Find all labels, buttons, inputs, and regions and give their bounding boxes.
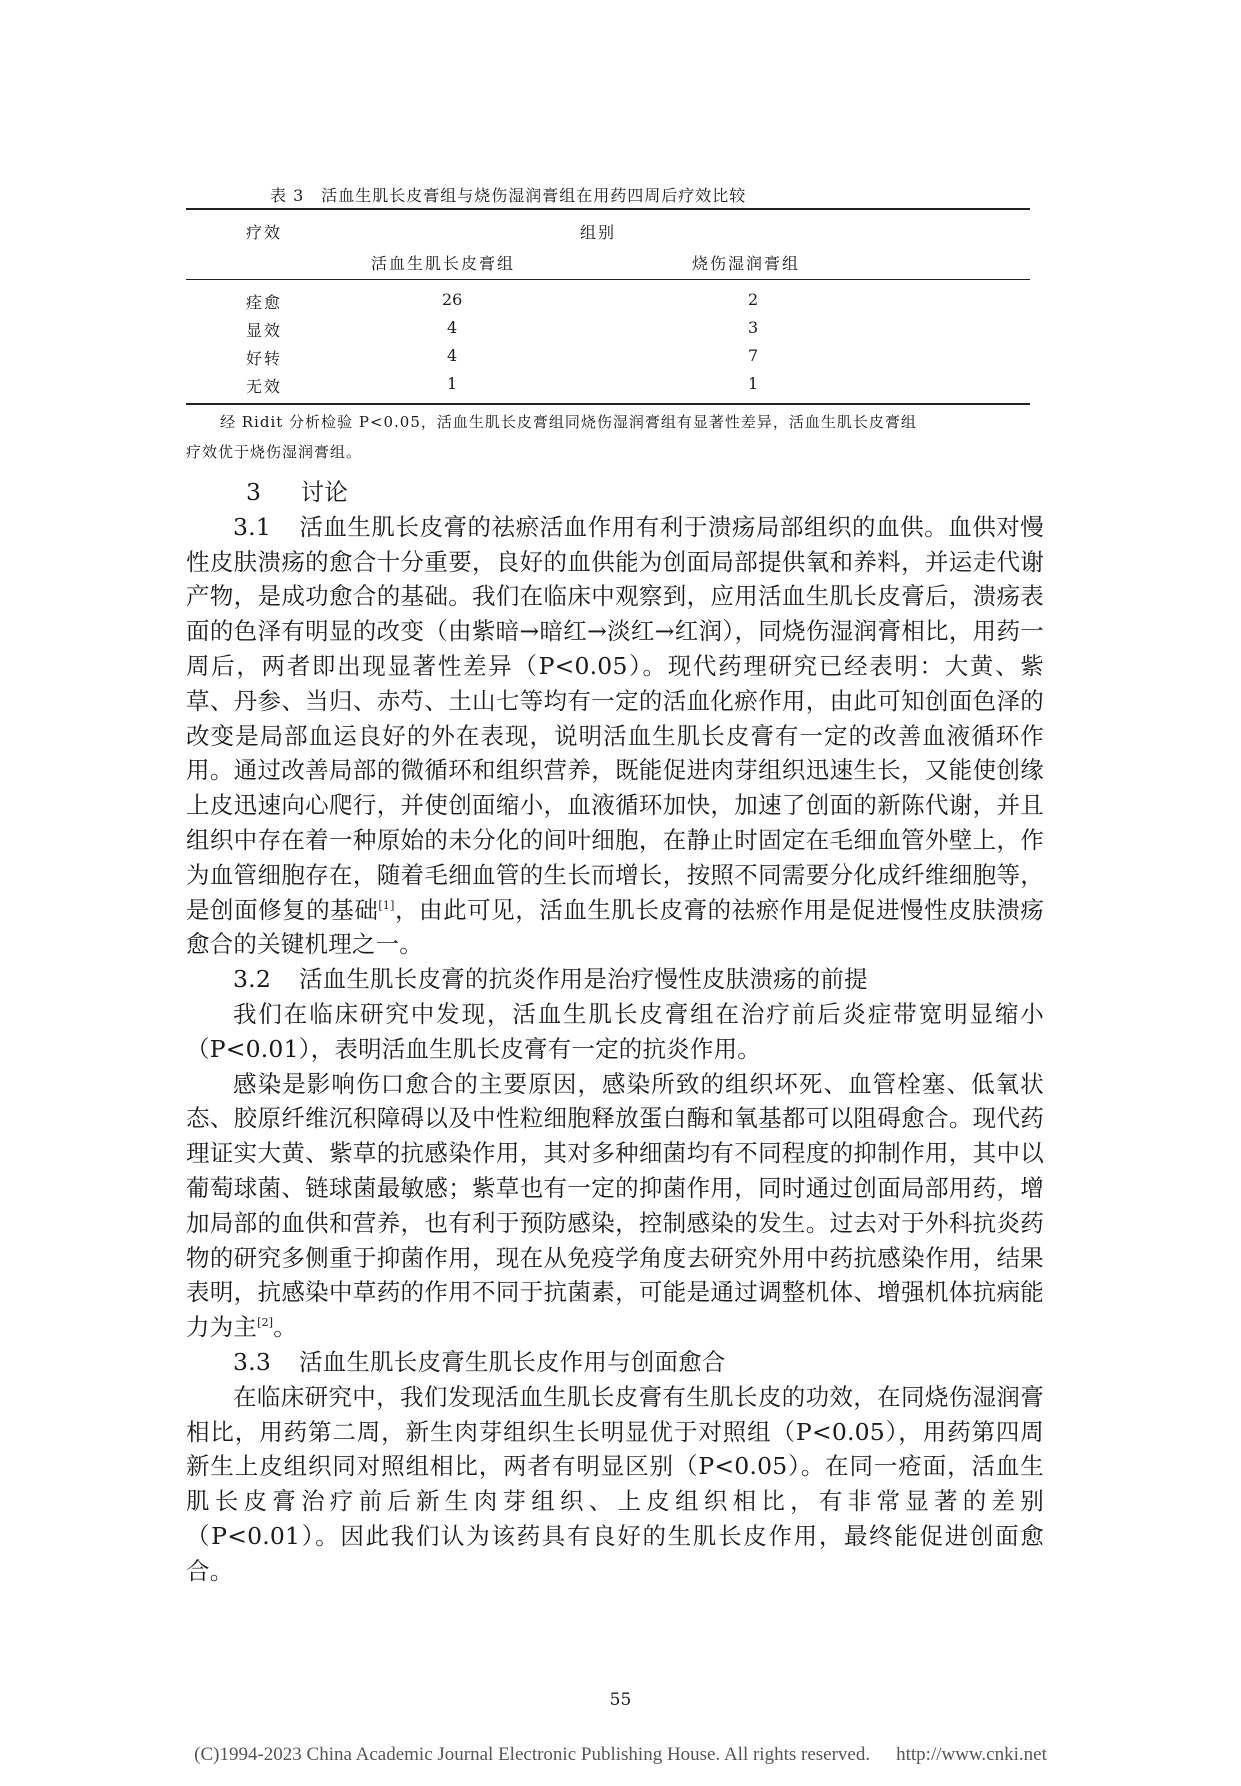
- section-number: 3: [246, 478, 262, 506]
- subsection-title: 活血生肌长皮膏生肌长皮作用与创面愈合: [298, 1347, 726, 1376]
- table-top-rule: [186, 208, 1030, 210]
- table-note-line: 疗效优于烧伤湿润膏组。: [186, 443, 363, 461]
- subsection-number: 3.2: [233, 965, 271, 994]
- header-group-a: 活血生肌长皮膏组: [371, 254, 516, 273]
- row-value-b: 1: [748, 374, 759, 393]
- row-value-a: 26: [442, 290, 463, 309]
- paragraph-text: ，由此可见，活血生肌长皮膏的祛瘀作用是促进慢性皮肤溃疡愈合的关键机理之一。: [186, 895, 1044, 959]
- page-number: 55: [609, 1690, 632, 1710]
- row-label: 显效: [246, 321, 283, 340]
- row-label: 痊愈: [246, 293, 283, 312]
- table-bottom-rule: [186, 403, 1030, 405]
- subsection-heading: [186, 1345, 1044, 1380]
- row-value-b: 3: [748, 318, 759, 337]
- copyright-text: (C)1994-2023 China Academic Journal Electronic Publishing House. All rights reserved.: [194, 1744, 871, 1765]
- table-note: [186, 407, 1030, 467]
- header-efficacy: 疗效: [246, 223, 283, 242]
- paragraph: 在临床研究中，我们发现活血生肌长皮膏有生肌长皮的功效，在同烧伤湿润膏相比，用药第二周，新生肉芽组织生长明显优于对照组（P<0.05），用药第四周新生上皮组织同对照组相比，两者有明显区别（P<0.05）。在同一疮面，活血生肌长皮膏治疗前后新生肉芽组织、上皮组织相比，有非常显著的差别（P<0.01）。因此我们认为该药具有良好的生肌长皮作用，最终能促进创面愈合。: [186, 1382, 1044, 1585]
- subsection-title: 活血生肌长皮膏的抗炎作用是治疗慢性皮肤溃疡的前提: [298, 965, 868, 994]
- paragraph: [186, 510, 1044, 962]
- reference-mark: [2]: [257, 1316, 274, 1330]
- section-title: 讨论: [300, 478, 348, 506]
- table-caption: 表 3 活血生肌长皮膏组与烧伤湿润膏组在用药四周后疗效比较: [270, 186, 747, 205]
- row-value-a: 4: [447, 318, 458, 337]
- body-text: [186, 475, 1044, 1589]
- row-label: 好转: [246, 349, 283, 368]
- row-value-b: 2: [748, 290, 759, 309]
- header-group-b: 烧伤湿润膏组: [692, 254, 801, 273]
- row-value-a: 4: [447, 346, 458, 365]
- row-value-a: 1: [447, 374, 458, 393]
- table-note-line: 经 Ridit 分析检验 P<0.05，活血生肌长皮膏组同烧伤湿润膏组有显著性差异，活血生肌长皮膏组: [220, 413, 917, 431]
- paragraph-text: 。: [273, 1313, 297, 1342]
- footer-url[interactable]: http://www.cnki.net: [896, 1744, 1047, 1765]
- paragraph: [186, 1067, 1044, 1345]
- paragraph-text: 血供对慢性皮肤溃疡的愈合十分重要，良好的血供能为创面局部提供氧和养料，并运走代谢产物，是成功愈合的基础。我们在临床中观察到，应用活血生肌长皮膏后，溃疡表面的色泽有明显的改变（由紫暗→暗红→淡红→红润），同烧伤湿润膏相比，用药一周后，两者即出现显著性差异（P<0.05）。现代药理研究已经表明：大黄、紫草、丹参、当归、赤芍、土山七等均有一定的活血化瘀作用，由此可知创面色泽的改变是局部血运良好的外在表现，说明活血生肌长皮膏有一定的改善血液循环作用。通过改善局部的微循环和组织营养，既能促进肉芽组织迅速生长，又能使创缘上皮迅速向心爬行，并使创面缩小，血液循环加快，加速了创面的新陈代谢，并且组织中存在着一种原始的未分化的间叶细胞，在静止时固定在毛细血管外壁上，作为血管细胞存在，随着毛细血管的生长而增长，按照不同需要分化成纤维细胞等，是创面修复的基础: [186, 512, 1044, 924]
- footer: [0, 1744, 1241, 1766]
- subsection-number: 3.3: [233, 1347, 271, 1376]
- paragraph: 我们在临床研究中发现，活血生肌长皮膏组在治疗前后炎症带宽明显缩小（P<0.01），表明活血生肌长皮膏有一定的抗炎作用。: [186, 999, 1044, 1063]
- row-value-b: 7: [748, 346, 759, 365]
- subsection-number: 3.1: [233, 512, 271, 541]
- reference-mark: [1]: [378, 898, 395, 912]
- row-label: 无效: [246, 377, 283, 396]
- section-heading: [186, 475, 1044, 510]
- table-header-rule: [186, 279, 1030, 280]
- paragraph-text: 感染是影响伤口愈合的主要原因，感染所致的组织坏死、血管栓塞、低氧状态、胶原纤维沉积障碍以及中性粒细胞释放蛋白酶和氧基都可以阻碍愈合。现代药理证实大黄、紫草的抗感染作用，其对多种细菌均有不同程度的抑制作用，其中以葡萄球菌、链球菌最敏感；紫草也有一定的抑菌作用，同时通过创面局部用药，增加局部的血供和营养，也有利于预防感染，控制感染的发生。过去对于外科抗炎药物的研究多侧重于抑菌作用，现在从免疫学角度去研究外用中药抗感染作用，结果表明，抗感染中草药的作用不同于抗菌素，可能是通过调整机体、增强机体抗病能力为主: [186, 1069, 1044, 1342]
- subsection-lead: 活血生肌长皮膏的祛瘀活血作用有利于溃疡局部组织的血供。: [298, 512, 949, 541]
- header-group: 组别: [580, 223, 617, 242]
- subsection-heading: [186, 962, 1044, 997]
